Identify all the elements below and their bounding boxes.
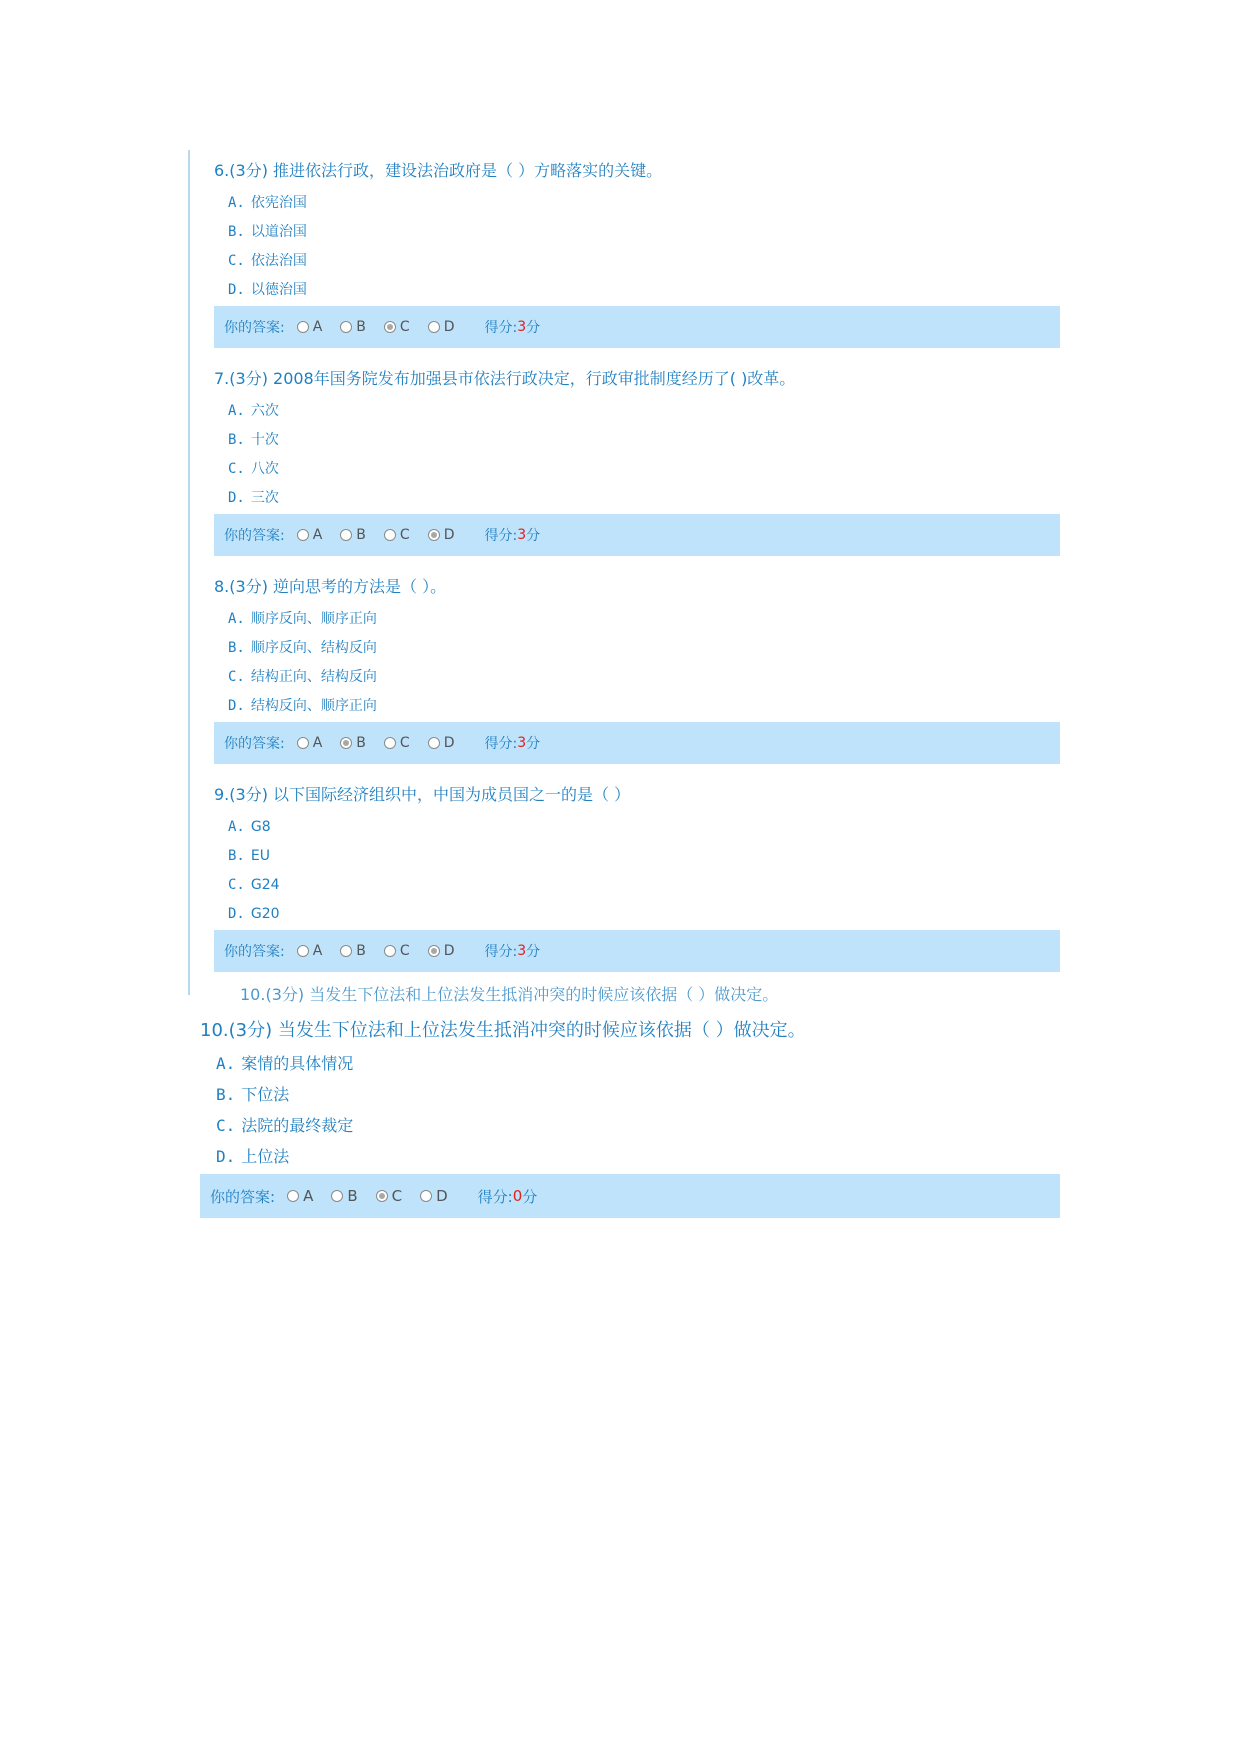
- question-9: [214, 784, 1060, 972]
- option-text: 法院的最终裁定: [241, 1115, 354, 1135]
- radio-icon[interactable]: [340, 945, 352, 957]
- option-d: [228, 483, 1060, 512]
- option-letter: D.: [228, 489, 245, 506]
- score-value: 3: [517, 735, 527, 751]
- option-b: [228, 425, 1060, 454]
- answer-radio-a[interactable]: [297, 735, 323, 751]
- radio-icon[interactable]: [340, 529, 352, 541]
- option-b: [216, 1079, 1060, 1110]
- your-answer-label: 你的答案:: [224, 528, 285, 544]
- radio-label: C: [399, 735, 410, 751]
- answer-radio-d[interactable]: [428, 735, 455, 751]
- radio-label: A: [312, 735, 323, 751]
- option-letter: C.: [216, 1115, 236, 1135]
- option-letter: A.: [228, 818, 245, 835]
- option-c: [216, 1110, 1060, 1141]
- question-title: 7.(3分) 2008年国务院发布加强县市依法行政决定，行政审批制度经历了( )改革。: [214, 369, 796, 388]
- option-text: G24: [250, 876, 280, 893]
- questions-panel: [188, 150, 1062, 1004]
- radio-label: A: [303, 1187, 314, 1205]
- radio-icon[interactable]: [297, 737, 309, 749]
- option-letter: D.: [228, 905, 245, 922]
- cutoff-text: 10.(3分) 当发生下位法和上位法发生抵消冲突的时候应该依据（ ）做决定。: [240, 985, 779, 1004]
- answer-bar: [214, 306, 1060, 348]
- answer-bar: [214, 514, 1060, 556]
- option-d: [228, 899, 1060, 928]
- score-label: 得分:: [484, 320, 518, 336]
- score-unit: 分: [522, 1187, 538, 1206]
- radio-icon[interactable]: [384, 529, 396, 541]
- score-label: 得分:: [484, 528, 518, 544]
- question-title: 8.(3分) 逆向思考的方法是（ ）。: [214, 577, 447, 596]
- option-letter: B.: [228, 639, 245, 656]
- option-c: [228, 870, 1060, 899]
- option-d: [228, 691, 1060, 720]
- option-text: 八次: [250, 460, 279, 477]
- radio-icon[interactable]: [428, 945, 440, 957]
- radio-label: C: [399, 319, 410, 335]
- radio-icon[interactable]: [384, 737, 396, 749]
- score-label: 得分:: [484, 736, 518, 752]
- radio-label: D: [436, 1187, 448, 1205]
- score-value: 3: [517, 319, 527, 335]
- option-letter: A.: [216, 1053, 236, 1073]
- radio-icon[interactable]: [297, 529, 309, 541]
- score-unit: 分: [526, 736, 541, 752]
- question-title: 9.(3分) 以下国际经济组织中，中国为成员国之一的是（ ）: [214, 785, 631, 804]
- answer-radio-a[interactable]: [297, 527, 323, 543]
- option-a: [228, 812, 1060, 841]
- score-label: 得分:: [484, 944, 518, 960]
- score-value: 3: [517, 527, 527, 543]
- radio-icon[interactable]: [297, 945, 309, 957]
- option-b: [228, 633, 1060, 662]
- option-text: 三次: [250, 489, 279, 506]
- radio-label: C: [399, 527, 410, 543]
- radio-label: A: [312, 527, 323, 543]
- score-value: 0: [512, 1187, 523, 1205]
- answer-radio-c[interactable]: [384, 735, 410, 751]
- option-a: [228, 188, 1060, 217]
- answer-radio-b[interactable]: [340, 735, 366, 751]
- option-letter: B.: [228, 431, 245, 448]
- option-letter: C.: [228, 668, 245, 685]
- option-text: 顺序反向、顺序正向: [250, 610, 377, 627]
- option-a: [216, 1048, 1060, 1079]
- radio-icon[interactable]: [287, 1190, 299, 1202]
- question-title: 10.(3分) 当发生下位法和上位法发生抵消冲突的时候应该依据（ ）做决定。: [200, 1020, 806, 1041]
- option-text: G20: [250, 905, 280, 922]
- option-text: EU: [250, 847, 270, 864]
- option-text: 依宪治国: [250, 194, 307, 211]
- your-answer-label: 你的答案:: [224, 944, 285, 960]
- radio-label: A: [312, 943, 323, 959]
- option-letter: B.: [228, 223, 245, 240]
- option-letter: A.: [228, 402, 245, 419]
- option-letter: A.: [228, 610, 245, 627]
- option-text: 依法治国: [250, 252, 307, 269]
- option-text: 六次: [250, 402, 279, 419]
- your-answer-label: 你的答案:: [224, 736, 285, 752]
- option-text: 下位法: [241, 1084, 290, 1104]
- answer-radio-b[interactable]: [340, 943, 366, 959]
- radio-icon[interactable]: [340, 737, 352, 749]
- question-7: [214, 368, 1060, 556]
- answer-radio-a[interactable]: [287, 1187, 313, 1205]
- option-text: 以道治国: [250, 223, 307, 240]
- radio-label: B: [347, 1187, 358, 1205]
- answer-radio-b[interactable]: [340, 319, 366, 335]
- score-value: 3: [517, 943, 527, 959]
- answer-bar: [214, 722, 1060, 764]
- radio-label: D: [443, 527, 455, 543]
- option-letter: C.: [228, 460, 245, 477]
- radio-icon[interactable]: [331, 1190, 343, 1202]
- radio-label: B: [356, 735, 366, 751]
- option-c: [228, 246, 1060, 275]
- answer-radio-a[interactable]: [297, 943, 323, 959]
- answer-bar: [200, 1174, 1060, 1218]
- answer-radio-d[interactable]: [428, 319, 455, 335]
- option-letter: C.: [228, 252, 245, 269]
- option-c: [228, 454, 1060, 483]
- question-6: [214, 160, 1060, 348]
- option-d: [216, 1141, 1060, 1172]
- option-text: 十次: [250, 431, 279, 448]
- answer-radio-d[interactable]: [428, 943, 455, 959]
- answer-radio-d[interactable]: [420, 1187, 448, 1205]
- answer-bar: [214, 930, 1060, 972]
- radio-label: C: [399, 943, 410, 959]
- radio-icon[interactable]: [384, 945, 396, 957]
- radio-label: B: [356, 527, 366, 543]
- answer-radio-d[interactable]: [428, 527, 455, 543]
- question-8: [214, 576, 1060, 764]
- score-unit: 分: [526, 528, 541, 544]
- option-letter: C.: [228, 876, 245, 893]
- answer-radio-a[interactable]: [297, 319, 323, 335]
- option-a: [228, 604, 1060, 633]
- option-letter: B.: [216, 1084, 236, 1104]
- your-answer-label: 你的答案:: [210, 1187, 276, 1206]
- answer-radio-b[interactable]: [331, 1187, 357, 1205]
- radio-label: D: [443, 735, 455, 751]
- question-title: 6.(3分) 推进依法行政，建设法治政府是（ ）方略落实的关键。: [214, 161, 663, 180]
- radio-icon[interactable]: [376, 1190, 388, 1202]
- option-letter: A.: [228, 194, 245, 211]
- answer-radio-c[interactable]: [384, 527, 410, 543]
- option-b: [228, 217, 1060, 246]
- option-letter: B.: [228, 847, 245, 864]
- answer-radio-c[interactable]: [384, 319, 410, 335]
- option-letter: D.: [228, 281, 245, 298]
- question-10: [200, 1018, 1060, 1218]
- score-unit: 分: [526, 320, 541, 336]
- answer-radio-c[interactable]: [384, 943, 410, 959]
- option-text: 上位法: [241, 1146, 290, 1166]
- your-answer-label: 你的答案:: [224, 320, 285, 336]
- score-label: 得分:: [477, 1187, 513, 1206]
- score-unit: 分: [526, 944, 541, 960]
- radio-label: D: [443, 943, 455, 959]
- radio-icon[interactable]: [428, 737, 440, 749]
- radio-label: B: [356, 943, 366, 959]
- radio-label: A: [312, 319, 323, 335]
- radio-label: C: [391, 1187, 403, 1205]
- radio-icon[interactable]: [384, 321, 396, 333]
- option-d: [228, 275, 1060, 304]
- radio-icon[interactable]: [340, 321, 352, 333]
- option-text: 结构正向、结构反向: [250, 668, 377, 685]
- radio-icon[interactable]: [297, 321, 309, 333]
- option-letter: D.: [228, 697, 245, 714]
- option-text: 案情的具体情况: [241, 1053, 354, 1073]
- radio-icon[interactable]: [420, 1190, 432, 1202]
- option-c: [228, 662, 1060, 691]
- radio-icon[interactable]: [428, 321, 440, 333]
- option-b: [228, 841, 1060, 870]
- option-letter: D.: [216, 1146, 236, 1166]
- answer-radio-c[interactable]: [376, 1187, 402, 1205]
- radio-icon[interactable]: [428, 529, 440, 541]
- radio-label: B: [356, 319, 366, 335]
- option-a: [228, 396, 1060, 425]
- option-text: 结构反向、顺序正向: [250, 697, 377, 714]
- option-text: G8: [250, 818, 271, 835]
- option-text: 顺序反向、结构反向: [250, 639, 377, 656]
- radio-label: D: [443, 319, 455, 335]
- option-text: 以德治国: [250, 281, 307, 298]
- answer-radio-b[interactable]: [340, 527, 366, 543]
